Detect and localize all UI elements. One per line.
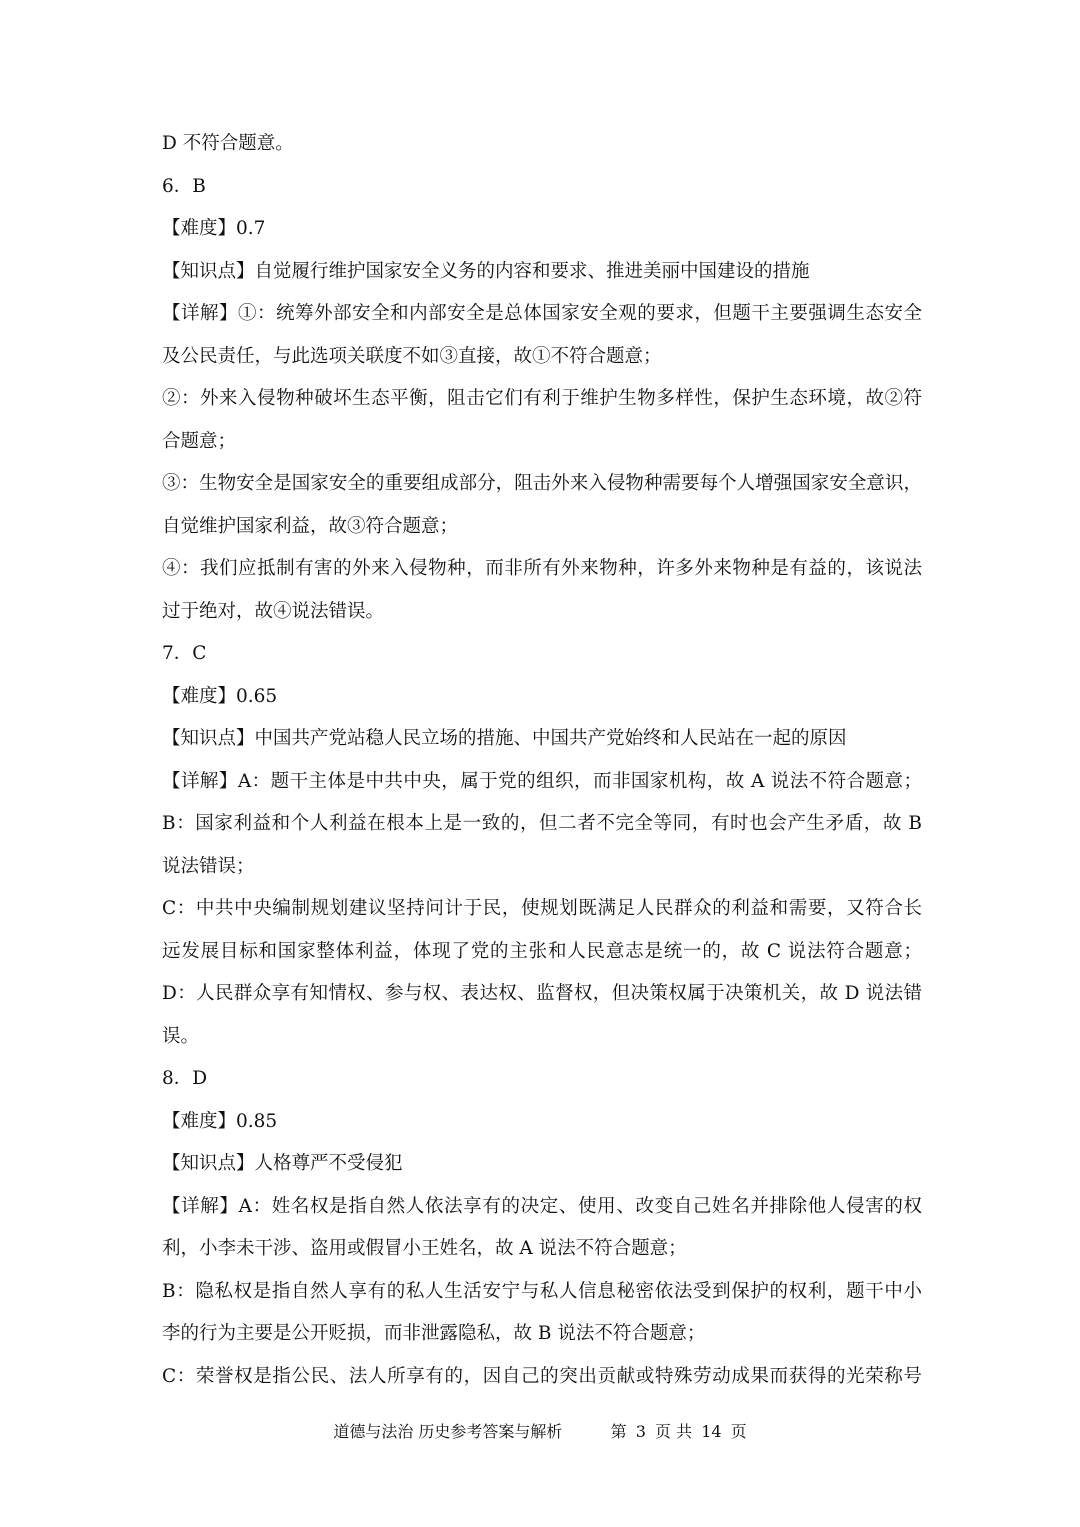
knowledge-point-line: 【知识点】中国共产党站稳人民立场的措施、中国共产党始终和人民站在一起的原因 (162, 728, 847, 749)
explanation-line: C：荣誉权是指公民、法人所享有的，因自己的突出贡献或特殊劳动成果而获得的光荣称号 (162, 1365, 922, 1387)
explanation-line: B：隐私权是指自然人享有的私人生活安宁与私人信息秘密依法受到保护的权利，题干中小 (162, 1280, 922, 1302)
footer-page-suffix: 页 (730, 1422, 747, 1441)
footer-subject: 道德与法治 历史参考答案与解析 (333, 1422, 563, 1441)
explanation-line: 【详解】①：统筹外部安全和内部安全是总体国家安全观的要求，但题干主要强调生态安全 (162, 303, 922, 324)
knowledge-point-line: 【知识点】人格尊严不受侵犯 (162, 1153, 403, 1174)
footer-page-current: 3 (635, 1422, 646, 1441)
explanation-line: 远发展目标和国家整体利益，体现了党的主张和人民意志是统一的，故 C 说法符合题意； (162, 940, 922, 962)
page-footer (0, 1420, 1080, 1444)
explanation-line: 误。 (162, 1025, 200, 1047)
question-number: 8．D (162, 1068, 208, 1089)
explanation-line: ③：生物安全是国家安全的重要组成部分，阻击外来入侵物种需要每个人增强国家安全意识， (162, 473, 922, 494)
explanation-line: 李的行为主要是公开贬损，而非泄露隐私，故 B 说法不符合题意； (162, 1323, 706, 1344)
explanation-line: C：中共中央编制规划建议坚持问计于民，使规划既满足人民群众的利益和需要，又符合长 (162, 898, 922, 919)
footer-page-prefix: 第 (610, 1422, 627, 1441)
explanation-line: 说法错误； (162, 855, 255, 877)
explanation-line: 自觉维护国家利益，故③符合题意； (162, 515, 459, 537)
explanation-line: 合题意； (162, 430, 237, 452)
knowledge-point-line: 【知识点】自觉履行维护国家安全义务的内容和要求、推进美丽中国建设的措施 (162, 260, 810, 282)
explanation-line: 及公民责任，与此选项关联度不如③直接，故①不符合题意； (162, 345, 662, 367)
difficulty-line: 【难度】0.65 (162, 685, 278, 707)
footer-page-mid: 页 共 (655, 1422, 693, 1441)
question-number: 6．B (162, 175, 206, 197)
explanation-line: B：国家利益和个人利益在根本上是一致的，但二者不完全等同，有时也会产生矛盾，故 B (162, 813, 922, 834)
explanation-line: 过于绝对，故④说法错误。 (162, 600, 385, 622)
question-number: 7．C (162, 643, 207, 664)
explanation-line: ④：我们应抵制有害的外来入侵物种，而非所有外来物种，许多外来物种是有益的，该说法 (162, 558, 922, 579)
difficulty-line: 【难度】0.7 (162, 218, 266, 239)
answer-content (162, 130, 922, 1405)
explanation-line: D：人民群众享有知情权、参与权、表达权、监督权，但决策权属于决策机关，故 D 说法错 (162, 983, 922, 1004)
explanation-line: 【详解】A：姓名权是指自然人依法享有的决定、使用、改变自己姓名并排除他人侵害的权 (162, 1195, 922, 1217)
explanation-line: ②：外来入侵物种破坏生态平衡，阻击它们有利于维护生物多样性，保护生态环境，故②符 (162, 388, 922, 409)
explanation-line: 利，小李未干涉、盗用或假冒小王姓名，故 A 说法不符合题意； (162, 1238, 687, 1259)
difficulty-line: 【难度】0.85 (162, 1110, 278, 1132)
text-line: D 不符合题意。 (162, 133, 294, 154)
explanation-line: 【详解】A：题干主体是中共中央，属于党的组织，而非国家机构，故 A 说法不符合题意； (162, 770, 922, 792)
footer-page-total: 14 (701, 1422, 722, 1441)
